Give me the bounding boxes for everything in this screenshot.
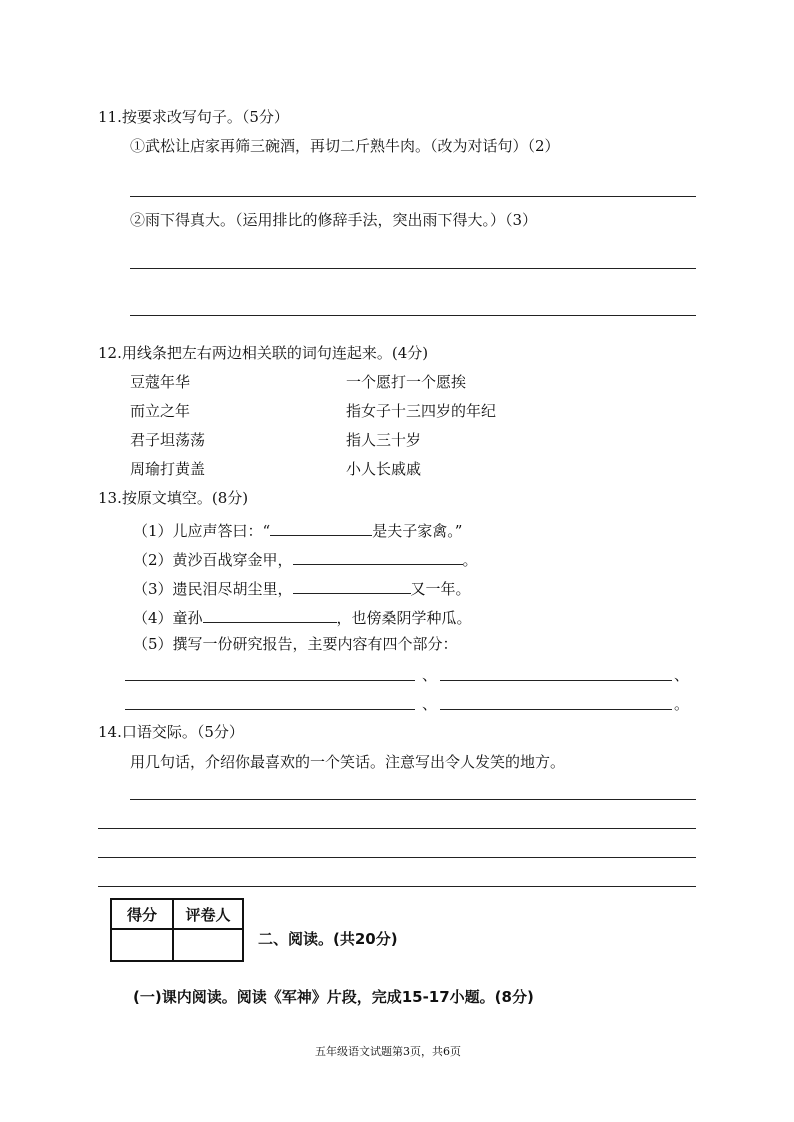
q13-answer-line-4[interactable] xyxy=(440,709,672,710)
q12-left-item[interactable]: 周瑜打黄盖 xyxy=(130,460,206,478)
q13-end-period: 。 xyxy=(674,695,690,713)
q14-answer-line-4[interactable] xyxy=(98,886,696,887)
q13-item-5: （5）撰写一份研究报告，主要内容有四个部分： xyxy=(133,635,458,653)
q12-right-item[interactable]: 指人三十岁 xyxy=(346,431,422,449)
q11-title: 11.按要求改写句子。（5分） xyxy=(98,108,289,126)
grader-label: 评卷人 xyxy=(173,899,243,929)
q14-prompt: 用几句话，介绍你最喜欢的一个笑话。注意写出令人发笑的地方。 xyxy=(130,753,566,771)
q13-item-2 xyxy=(133,549,478,568)
q11-item1: ①武松让店家再筛三碗酒，再切二斤熟牛肉。（改为对话句）（2） xyxy=(130,137,560,155)
q13-item-3 xyxy=(133,578,471,597)
q11-answer-line-3[interactable] xyxy=(130,315,696,316)
q13-item-4-post: ，也傍桑阴学种瓜。 xyxy=(336,609,472,627)
page-footer: 五年级语文试题第3页，共6页 xyxy=(315,1045,461,1058)
q13-item-2-post: 。 xyxy=(462,551,478,569)
q13-item-1 xyxy=(133,520,462,539)
q13-blank-3[interactable] xyxy=(293,578,411,594)
section-2-sub-1: (一)课内阅读。阅读《军神》片段，完成15-17小题。(8分) xyxy=(133,988,534,1006)
q12-title: 12.用线条把左右两边相关联的词句连起来。(4分) xyxy=(98,344,429,362)
q13-answer-line-2[interactable] xyxy=(440,680,672,681)
q14-answer-line-1[interactable] xyxy=(130,799,696,800)
q13-separator: 、 xyxy=(422,695,438,713)
score-label: 得分 xyxy=(111,899,173,929)
q13-blank-2[interactable] xyxy=(293,549,463,565)
grader-cell[interactable] xyxy=(173,929,243,961)
q13-item-3-post: 又一年。 xyxy=(410,580,471,598)
q13-item-1-pre: （1）儿应声答曰：“ xyxy=(133,522,271,540)
q12-right-item[interactable]: 小人长戚戚 xyxy=(346,460,422,478)
q13-item-2-pre: （2）黄沙百战穿金甲， xyxy=(133,551,293,569)
q11-answer-line-1[interactable] xyxy=(130,196,696,197)
q13-blank-4[interactable] xyxy=(203,607,337,623)
q13-answer-line-3[interactable] xyxy=(125,709,415,710)
q12-right-item[interactable]: 一个愿打一个愿挨 xyxy=(346,373,467,391)
q13-title: 13.按原文填空。(8分) xyxy=(98,489,249,507)
q13-item-3-pre: （3）遗民泪尽胡尘里， xyxy=(133,580,293,598)
q13-item-4 xyxy=(133,607,472,626)
q13-separator: 、 xyxy=(674,666,690,684)
grade-table xyxy=(110,898,244,962)
q13-answer-line-1[interactable] xyxy=(125,680,415,681)
q13-item-4-pre: （4）童孙 xyxy=(133,609,203,627)
q12-left-item[interactable]: 豆蔻年华 xyxy=(130,373,191,391)
q12-left-item[interactable]: 君子坦荡荡 xyxy=(130,431,206,449)
q13-blank-1[interactable] xyxy=(270,520,372,536)
q14-title: 14.口语交际。（5分） xyxy=(98,723,244,741)
q11-answer-line-2[interactable] xyxy=(130,268,696,269)
q13-separator: 、 xyxy=(422,666,438,684)
q13-item-1-post: 是夫子家禽。” xyxy=(372,522,463,540)
q12-left-item[interactable]: 而立之年 xyxy=(130,402,191,420)
q11-item2: ②雨下得真大。（运用排比的修辞手法，突出雨下得大。）（3） xyxy=(130,211,538,229)
q14-answer-line-2[interactable] xyxy=(98,828,696,829)
score-cell[interactable] xyxy=(111,929,173,961)
q14-answer-line-3[interactable] xyxy=(98,857,696,858)
q12-right-item[interactable]: 指女子十三四岁的年纪 xyxy=(346,402,497,420)
section-2-title: 二、阅读。(共20分) xyxy=(258,930,398,948)
